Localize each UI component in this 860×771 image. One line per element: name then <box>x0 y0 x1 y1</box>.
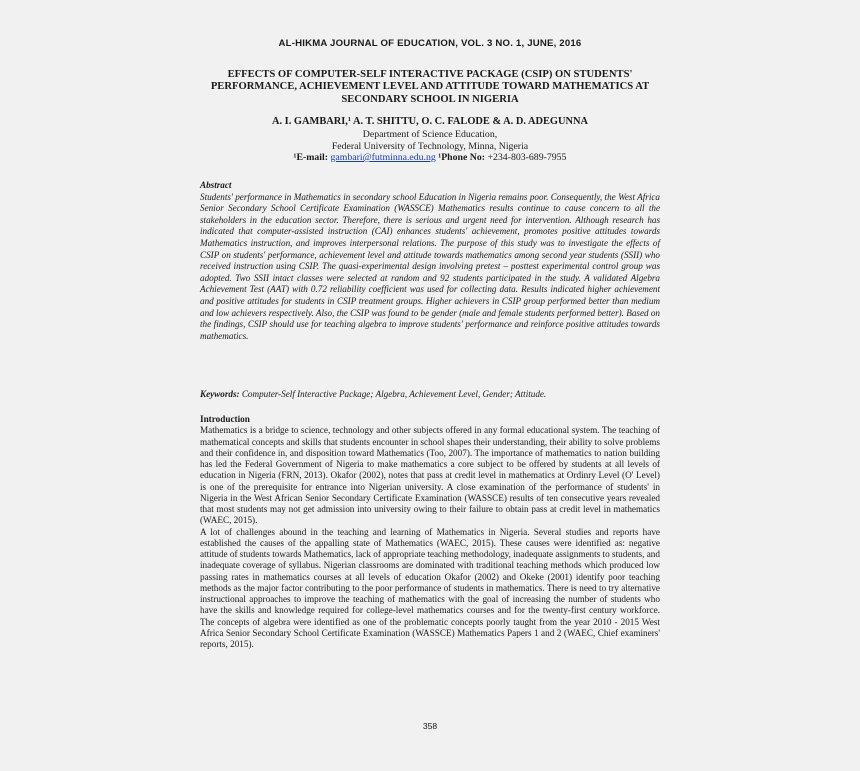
journal-header: AL-HIKMA JOURNAL OF EDUCATION, VOL. 3 NO. 1, JUNE, 2016 <box>278 38 582 49</box>
introduction-section <box>200 414 660 650</box>
author-list: A. I. GAMBARI,¹ A. T. SHITTU, O. C. FALODE & A. D. ADEGUNNA <box>271 116 589 127</box>
phone-number: +234-803-689-7955 <box>487 152 567 163</box>
abstract-text: Students' performance in Mathematics in secondary school Education in Nigeria remains poor. Consequently, the West Africa Senior Secondary School Certificate Examination (WASSCE) Mathematics results continue to cause concern to all the stakeholders in the education sector. Therefore, there is serious and urgent need for intervention. Although research has indicated that computer-assisted instruction (CAI) enhances students' achievement, promotes positive attitudes towards Mathematics instruction, and improves interpersonal relations. The purpose of this study was to investigate the effects of CSIP on students' performance, achievement level and attitude towards mathematics among second year students (SSII) who received instruction using CSIP. The quasi-experimental design involving pretest – posttest experimental control group was adopted. Two SSII intact classes were selected at random and 92 students participated in the study. A validated Algebra Achievement Test (AAT) with 0.72 reliability coefficient was used for collecting data. Results indicated higher achievement and positive attitudes for students in CSIP treatment groups. Higher achievers in CSIP group performed better than medium and low achievers respectively. Also, the CSIP was found to be gender (male and female students performed better). Based on the findings, CSIP should use for teaching algebra to improve students' performance and reinforce positive attitudes towards mathematics. <box>200 191 660 341</box>
affiliation-department: Department of Science Education, <box>362 129 498 140</box>
keywords-label: Keywords: <box>200 389 240 399</box>
introduction-paragraph-2: A lot of challenges abound in the teaching and learning of Mathematics in Nigeria. Several studies and reports have established the causes of the appalling state of Mathematics (WAEC, 2015). These causes were identified as: negative attitude of students towards Mathematics, lack of appropriate teaching methodology, inadequate assignments to students, and inadequate coverage of syllabus. Nigerian classrooms are dominated with traditional teaching methods which produced low passing rates in mathematics courses at all levels of education Okafor (2002) and Okeke (2001) identify poor teaching methods as the major factor contributing to the poor performance of students in mathematics. There is need to try alternative instructional approaches to improve the teaching of mathematics with the goal of increasing the number of students who have the skills and knowledge required for college-level mathematics courses and for the twenty-first century workforce. The concepts of algebra were identified as one of the problematic concepts poorly taught from the year 2010 - 2015 West Africa Senior Secondary School Certificate Examination (WASSCE) Mathematics Papers 1 and 2 (WAEC, Chief examiners' reports, 2015). <box>200 526 660 649</box>
email-label: ¹E-mail: <box>293 152 331 163</box>
phone-label: ¹Phone No: <box>435 152 488 163</box>
abstract-section <box>200 180 660 342</box>
introduction-paragraph-1: Mathematics is a bridge to science, technology and other subjects offered in any formal educational system. The teaching of mathematical concepts and skills that students encounter in school shapes their understanding, their ability to solve problems and their confidence in, and disposition toward Mathematics (Too, 2007). The importance of mathematics to nation building has led the Federal Government of Nigeria to make mathematics a core subject to be offered by students at all levels of education in Nigeria (FRN, 2013). Okafor (2002), notes that pass at credit level in mathematics at Ordinry Level (O' Level) is one of the prerequisite for entrance into Nigerian university. A close examination of the performance of students' in Nigeria in the West African Senior Secondary Certificate Examination (WASSCE) results of ten consecutive years revealed that most students may not get admission into university owing to their failure to obtain pass at credit level in mathematics (WAEC, 2015). <box>200 425 660 526</box>
abstract-heading: Abstract <box>200 180 232 190</box>
affiliation-university: Federal University of Technology, Minna, Nigeria <box>331 141 529 152</box>
paper-title: EFFECTS OF COMPUTER-SELF INTERACTIVE PACKAGE (CSIP) ON STUDENTS' PERFORMANCE, ACHIEVEMENT LEVEL AND ATTITUDE TOWARD MATHEMATICS AT SECONDARY SCHOOL IN NIGERIA <box>210 69 650 105</box>
keywords-text: Computer-Self Interactive Package; Algebra, Achievement Level, Gender; Attitude. <box>239 389 547 399</box>
email-link[interactable]: gambari@futminna.edu.ng <box>330 152 436 163</box>
introduction-heading: Introduction <box>200 414 250 424</box>
keywords-line <box>200 389 660 399</box>
page-number: 358 <box>422 721 438 731</box>
contact-line <box>0 152 860 163</box>
